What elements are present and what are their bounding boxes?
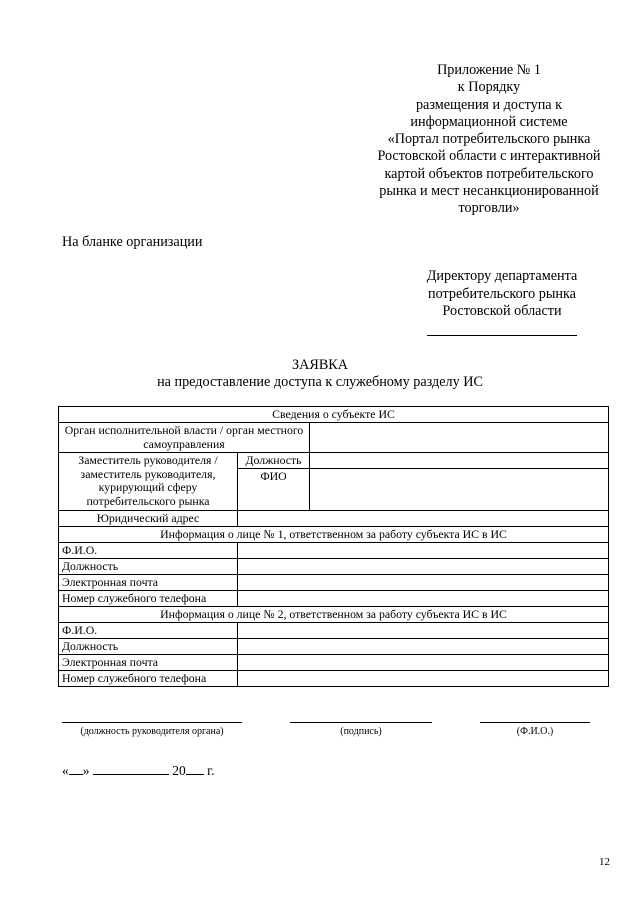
date-month-blank[interactable]: [93, 762, 169, 775]
position-signature-line: [62, 722, 242, 723]
date-line: [62, 762, 215, 779]
person1-fio-label: Ф.И.О.: [59, 543, 238, 559]
request-form-table: [58, 406, 609, 687]
authority-value-cell[interactable]: [310, 423, 609, 453]
person2-phone-value-cell[interactable]: [238, 671, 609, 687]
appendix-line: «Портал потребительского рынка: [387, 131, 591, 148]
authority-label: Орган исполнительной власти / орган местного самоуправления: [59, 423, 310, 453]
name-signature-caption: (Ф.И.О.): [516, 726, 554, 737]
deputy-label: Заместитель руководителя / заместитель руководителя, курирующий сферу потребительского рынка: [59, 453, 238, 511]
person1-phone-label: Номер служебного телефона: [59, 591, 238, 607]
person2-email-label: Электронная почта: [59, 655, 238, 671]
signature-line: [290, 722, 432, 723]
legal-address-value-cell[interactable]: [238, 511, 609, 527]
fio-label: ФИО: [238, 469, 310, 511]
person2-fio-value-cell[interactable]: [238, 623, 609, 639]
appendix-line: картой объектов потребительского: [384, 165, 594, 182]
date-year-blank[interactable]: [186, 762, 204, 775]
person2-email-value-cell[interactable]: [238, 655, 609, 671]
person2-fio-label: Ф.И.О.: [59, 623, 238, 639]
appendix-line: торговли»: [458, 200, 520, 217]
person1-email-value-cell[interactable]: [238, 575, 609, 591]
person2-position-value-cell[interactable]: [238, 639, 609, 655]
name-signature-field[interactable]: [480, 722, 590, 737]
legal-address-label: Юридический адрес: [59, 511, 238, 527]
appendix-line: Ростовской области с интерактивной: [377, 148, 601, 165]
subject-section-header: Сведения о субъекте ИС: [59, 407, 609, 423]
position-signature-field[interactable]: [62, 722, 242, 737]
request-subtitle: на предоставление доступа к служебному разделу ИС: [157, 374, 483, 390]
appendix-line: Приложение № 1: [437, 62, 541, 78]
person1-position-value-cell[interactable]: [238, 559, 609, 575]
signature-block: [62, 722, 592, 752]
position-label: Должность: [238, 453, 310, 469]
person2-section-header: Информация о лице № 2, ответственном за работу субъекта ИС в ИС: [59, 607, 609, 623]
signature-field[interactable]: [290, 722, 432, 737]
signature-caption: (подпись): [340, 726, 382, 737]
deputy-position-value-cell[interactable]: [310, 453, 609, 469]
letterhead-note: На бланке организации: [62, 234, 203, 250]
date-close-quote: »: [82, 763, 90, 778]
person1-phone-value-cell[interactable]: [238, 591, 609, 607]
addressee-block: [408, 268, 596, 336]
request-title: ЗАЯВКА: [292, 357, 348, 373]
appendix-reference: [366, 62, 612, 218]
appendix-line: информационной системе: [410, 113, 568, 130]
date-open-quote: «: [62, 763, 69, 778]
person1-section-header: Информация о лице № 1, ответственном за работу субъекта ИС в ИС: [59, 527, 609, 543]
person1-fio-value-cell[interactable]: [238, 543, 609, 559]
addressee-line: потребительского рынка: [428, 285, 576, 302]
addressee-line: Директору департамента: [426, 268, 578, 284]
person2-position-label: Должность: [59, 639, 238, 655]
appendix-line: рынка и мест несанкционированной: [379, 183, 599, 200]
addressee-line: Ростовской области: [442, 303, 562, 319]
appendix-line: к Порядку: [457, 79, 521, 96]
addressee-name-blank[interactable]: [427, 335, 577, 336]
person1-position-label: Должность: [59, 559, 238, 575]
appendix-line: размещения и доступа к: [415, 96, 563, 113]
position-signature-caption: (должность руководителя органа): [80, 726, 224, 737]
date-day-blank[interactable]: [69, 762, 83, 775]
date-year-suffix: г.: [207, 763, 215, 778]
page-number: 12: [599, 856, 610, 868]
deputy-fio-value-cell[interactable]: [310, 469, 609, 511]
request-heading: [100, 357, 540, 391]
person2-phone-label: Номер служебного телефона: [59, 671, 238, 687]
name-signature-line: [480, 722, 590, 723]
date-year-prefix: 20: [172, 763, 186, 778]
person1-email-label: Электронная почта: [59, 575, 238, 591]
